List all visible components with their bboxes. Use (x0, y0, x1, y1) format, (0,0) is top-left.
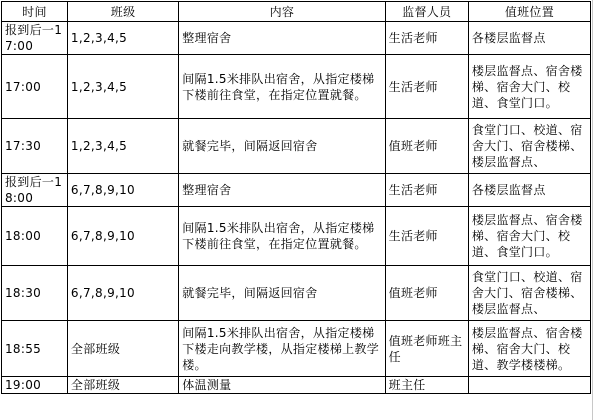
cell-class: 全部班级 (67, 321, 178, 377)
header-position: 值班位置 (468, 2, 590, 22)
cell-position: 各楼层监督点 (468, 174, 590, 207)
table-row (2, 207, 591, 266)
header-time: 时间 (2, 2, 68, 22)
table-row (2, 55, 591, 119)
table-row (2, 119, 591, 174)
cell-class: 全部班级 (67, 377, 178, 394)
table-row (2, 22, 591, 55)
table-header-row (2, 2, 591, 22)
cell-content: 体温测量 (179, 377, 385, 394)
cell-time: 18:30 (2, 266, 68, 321)
duty-schedule-table (1, 1, 591, 394)
cell-supervisor: 值班老师班主任 (385, 321, 468, 377)
cell-supervisor: 生活老师 (385, 22, 468, 55)
cell-position: 楼层监督点、宿舍楼梯、宿舍大门、校道、食堂门口。 (468, 207, 590, 266)
cell-supervisor: 生活老师 (385, 55, 468, 119)
header-class: 班级 (67, 2, 178, 22)
cell-class: 6,7,8,9,10 (67, 207, 178, 266)
cell-position: 食堂门口、校道、宿舍大门、宿舍楼梯、楼层监督点、 (468, 119, 590, 174)
cell-time: 17:00 (2, 55, 68, 119)
cell-supervisor: 值班老师 (385, 266, 468, 321)
header-supervisor: 监督人员 (385, 2, 468, 22)
cell-time: 18:55 (2, 321, 68, 377)
cell-supervisor: 值班老师 (385, 119, 468, 174)
cell-content: 就餐完毕，间隔返回宿舍 (179, 266, 385, 321)
cell-time: 17:30 (2, 119, 68, 174)
cell-time: 报到后一18:00 (2, 174, 68, 207)
cell-position: 楼层监督点、宿舍楼梯、宿舍大门、校道、食堂门口。 (468, 55, 590, 119)
cell-class: 6,7,8,9,10 (67, 174, 178, 207)
cell-time: 报到后一17:00 (2, 22, 68, 55)
table-row (2, 174, 591, 207)
cell-class: 1,2,3,4,5 (67, 119, 178, 174)
table-row (2, 321, 591, 377)
cell-content: 就餐完毕，间隔返回宿舍 (179, 119, 385, 174)
header-content: 内容 (179, 2, 385, 22)
table-row (2, 377, 591, 394)
cell-position (468, 377, 590, 394)
cell-class: 6,7,8,9,10 (67, 266, 178, 321)
cell-time: 19:00 (2, 377, 68, 394)
cell-position: 各楼层监督点 (468, 22, 590, 55)
cell-content: 间隔1.5米排队出宿舍，从指定楼梯下楼前往食堂，在指定位置就餐。 (179, 55, 385, 119)
cell-content: 间隔1.5米排队出宿舍，从指定楼梯下楼前往食堂，在指定位置就餐。 (179, 207, 385, 266)
cell-content: 整理宿舍 (179, 174, 385, 207)
cell-content: 整理宿舍 (179, 22, 385, 55)
cell-content: 间隔1.5米排队出宿舍，从指定楼梯下楼走向教学楼，从指定楼梯上教学楼。 (179, 321, 385, 377)
cell-class: 1,2,3,4,5 (67, 55, 178, 119)
cell-supervisor: 生活老师 (385, 207, 468, 266)
cell-class: 1,2,3,4,5 (67, 22, 178, 55)
cell-position: 楼层监督点、宿舍楼梯、宿舍大门、校道、教学楼楼梯。 (468, 321, 590, 377)
table-row (2, 266, 591, 321)
cell-supervisor: 生活老师 (385, 174, 468, 207)
cell-supervisor: 班主任 (385, 377, 468, 394)
cell-position: 食堂门口、校道、宿舍大门、宿舍楼梯、楼层监督点、 (468, 266, 590, 321)
cell-time: 18:00 (2, 207, 68, 266)
